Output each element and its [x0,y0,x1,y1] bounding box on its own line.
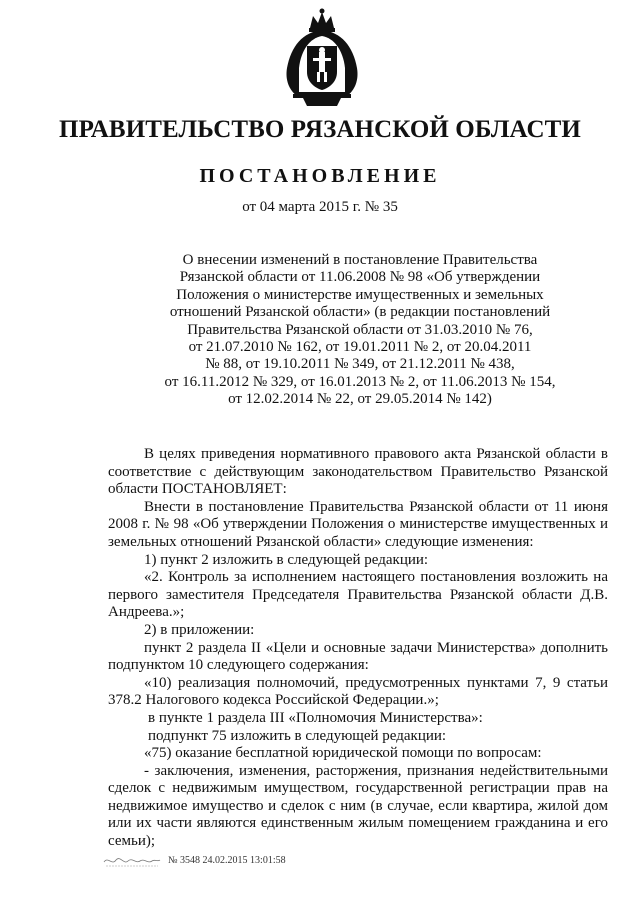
subject-line: отношений Рязанской области» (в редакции постановлений [169,304,551,321]
paragraph-subitem-75-intro: подпункт 75 изложить в следующей редакции: [148,727,447,744]
document-subject [140,252,580,409]
paragraph-subitem-10: «10) реализация полномочий, предусмотренных пунктами 7, 9 статьи 378.2 Налогового кодекса Российской Федерации.»; [108,674,608,709]
paragraph-preamble: В целях приведения нормативного правового акта Рязанской области в соответствие с действующим законодательством Правительство Рязанской области ПОСТАНОВЛЯЕТ: [108,446,608,498]
handwritten-mark-icon [102,852,162,868]
paragraph-subitem-75-list: - заключения, изменения, расторжения, признания недействительными сделок с недвижимым имуществом, государственной регистрации прав на недвижимое имущество и сделок с ним (в случае, если квартира, жилой дом или их части являются единственным жилым помещением гражданина и его семьи); [108,762,608,850]
registration-stamp: № 3548 24.02.2015 13:01:58 [168,854,286,866]
government-title: ПРАВИТЕЛЬСТВО РЯЗАНСКОЙ ОБЛАСТИ [59,116,581,143]
document-type: ПОСТАНОВЛЕНИЕ [199,165,441,187]
paragraph-item-1-text: «2. Контроль за исполнением настоящего постановления возложить на первого заместителя Председателя Правительства Рязанской области Д.В. Андреева.»; [108,569,608,621]
paragraph-subitem-75: «75) оказание бесплатной юридической помощи по вопросам: [144,745,542,762]
subject-line: от 12.02.2014 № 22, от 29.05.2014 № 142) [228,391,492,408]
document-body [108,446,608,851]
paragraph-section-2: пункт 2 раздела II «Цели и основные задачи Министерства» дополнить подпунктом 10 следующего содержания: [108,639,608,674]
paragraph-amend-intro: Внести в постановление Правительства Рязанской области от 11 июня 2008 г. № 98 «Об утверждении Положения о министерстве имущественных и земельных отношений Рязанской области» следующие изменения: [108,498,608,550]
subject-line: Правительства Рязанской области от 31.03.2010 № 76, [187,321,533,338]
paragraph-item-2: 2) в приложении: [144,621,255,638]
subject-line: Рязанской области от 11.06.2008 № 98 «Об утверждении [179,269,541,286]
subject-line: от 16.11.2012 № 329, от 16.01.2013 № 2, от 11.06.2013 № 154, [164,373,556,390]
subject-line: от 21.07.2010 № 162, от 19.01.2011 № 2, от 20.04.2011 [188,339,532,356]
subject-line: № 88, от 19.10.2011 № 349, от 21.12.2011 № 438, [205,356,515,373]
subject-line: О внесении изменений в постановление Правительства [182,252,538,268]
paragraph-section-3: в пункте 1 раздела III «Полномочия Министерства»: [148,709,483,726]
registration-footer [102,852,286,868]
subject-line: Положения о министерстве имущественных и земельных [176,286,544,303]
document-date-number: от 04 марта 2015 г. № 35 [242,199,398,215]
coat-of-arms-icon [283,6,361,110]
paragraph-item-1: 1) пункт 2 изложить в следующей редакции: [144,551,429,568]
